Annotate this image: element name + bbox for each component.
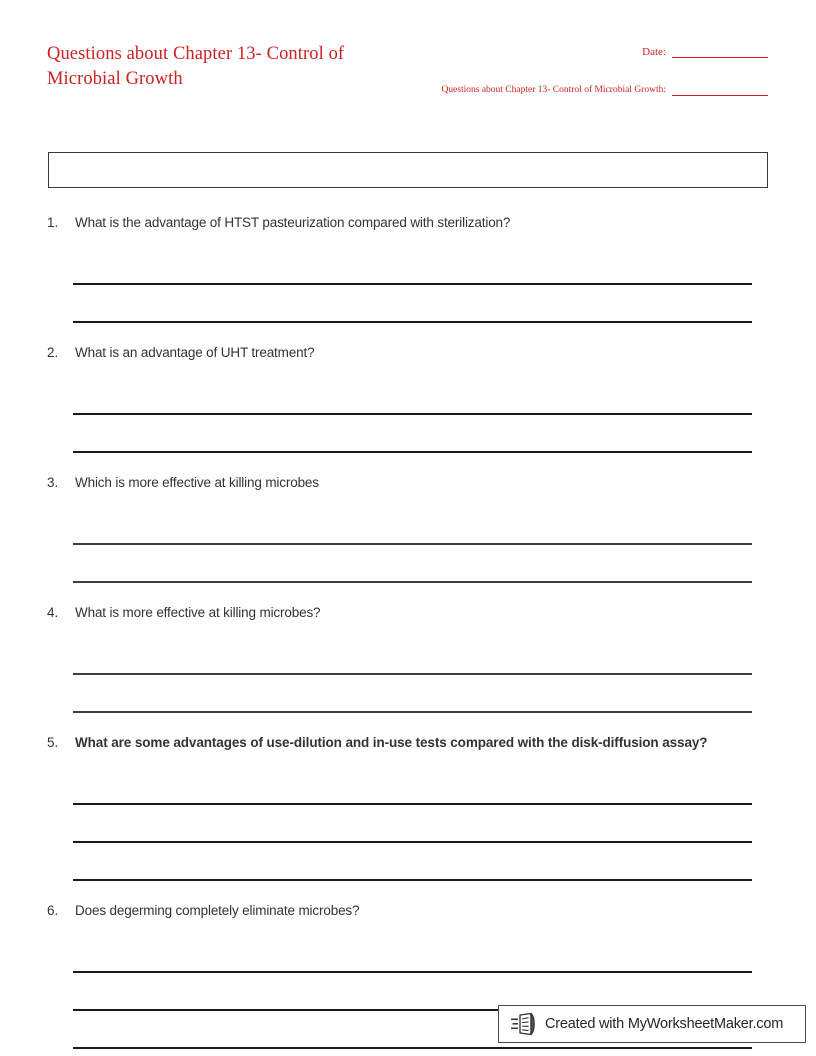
question-head xyxy=(47,603,752,623)
question-head xyxy=(47,213,752,233)
question-number: 5. xyxy=(47,735,59,750)
question-head xyxy=(47,343,752,363)
answer-line[interactable] xyxy=(73,507,752,545)
answer-line[interactable] xyxy=(73,247,752,285)
date-field-input[interactable] xyxy=(672,46,768,58)
questions-list xyxy=(0,213,816,1049)
page-title xyxy=(47,42,377,92)
answer-line[interactable] xyxy=(73,377,752,415)
question-text: Does degerming completely eliminate microbes? xyxy=(75,903,360,918)
question-block xyxy=(0,213,816,323)
question-text: What is more effective at killing microbes? xyxy=(75,605,321,620)
question-number: 1. xyxy=(47,215,59,230)
question-number: 4. xyxy=(47,605,59,620)
answer-line[interactable] xyxy=(73,637,752,675)
question-text: Which is more effective at killing microbes xyxy=(75,475,319,490)
header-fields xyxy=(408,46,768,96)
answer-line[interactable] xyxy=(73,675,752,713)
question-head xyxy=(47,473,752,493)
question-head xyxy=(47,901,752,921)
question-number: 2. xyxy=(47,345,59,360)
answer-lines xyxy=(47,247,752,323)
question-text: What are some advantages of use-dilution and in-use tests compared with the disk-diffusion assay? xyxy=(75,735,708,750)
name-field-row xyxy=(408,84,768,96)
answer-line[interactable] xyxy=(73,285,752,323)
question-text: What is the advantage of HTST pasteurization compared with sterilization? xyxy=(75,215,511,230)
date-field-row xyxy=(408,46,768,58)
answer-line[interactable] xyxy=(73,935,752,973)
answer-line[interactable] xyxy=(73,805,752,843)
answer-line[interactable] xyxy=(73,415,752,453)
footer-badge[interactable] xyxy=(498,1005,806,1043)
answer-lines xyxy=(47,637,752,713)
question-number: 6. xyxy=(47,903,59,918)
question-block xyxy=(0,343,816,453)
name-field-label: Questions about Chapter 13- Control of Microbial Growth: xyxy=(441,85,666,95)
question-number: 3. xyxy=(47,475,59,490)
footer-badge-text: Created with MyWorksheetMaker.com xyxy=(545,1016,784,1032)
page-title-line-1: Questions about Chapter 13- Control of xyxy=(47,44,345,64)
answer-lines xyxy=(47,507,752,583)
page-title-line-2: Microbial Growth xyxy=(47,69,183,89)
instruction-box[interactable] xyxy=(48,152,768,188)
answer-lines xyxy=(47,767,752,881)
question-block xyxy=(0,733,816,881)
date-field-label: Date: xyxy=(642,46,666,58)
answer-lines xyxy=(47,377,752,453)
question-block xyxy=(0,603,816,713)
instruction-text xyxy=(49,153,767,169)
worksheet-header xyxy=(0,0,816,120)
answer-line[interactable] xyxy=(73,843,752,881)
question-text: What is an advantage of UHT treatment? xyxy=(75,345,315,360)
question-block xyxy=(0,473,816,583)
worksheet-maker-logo-icon xyxy=(511,1012,537,1036)
question-head xyxy=(47,733,752,753)
answer-line[interactable] xyxy=(73,545,752,583)
name-field-input[interactable] xyxy=(672,84,768,96)
title-block xyxy=(47,42,377,92)
answer-line[interactable] xyxy=(73,767,752,805)
